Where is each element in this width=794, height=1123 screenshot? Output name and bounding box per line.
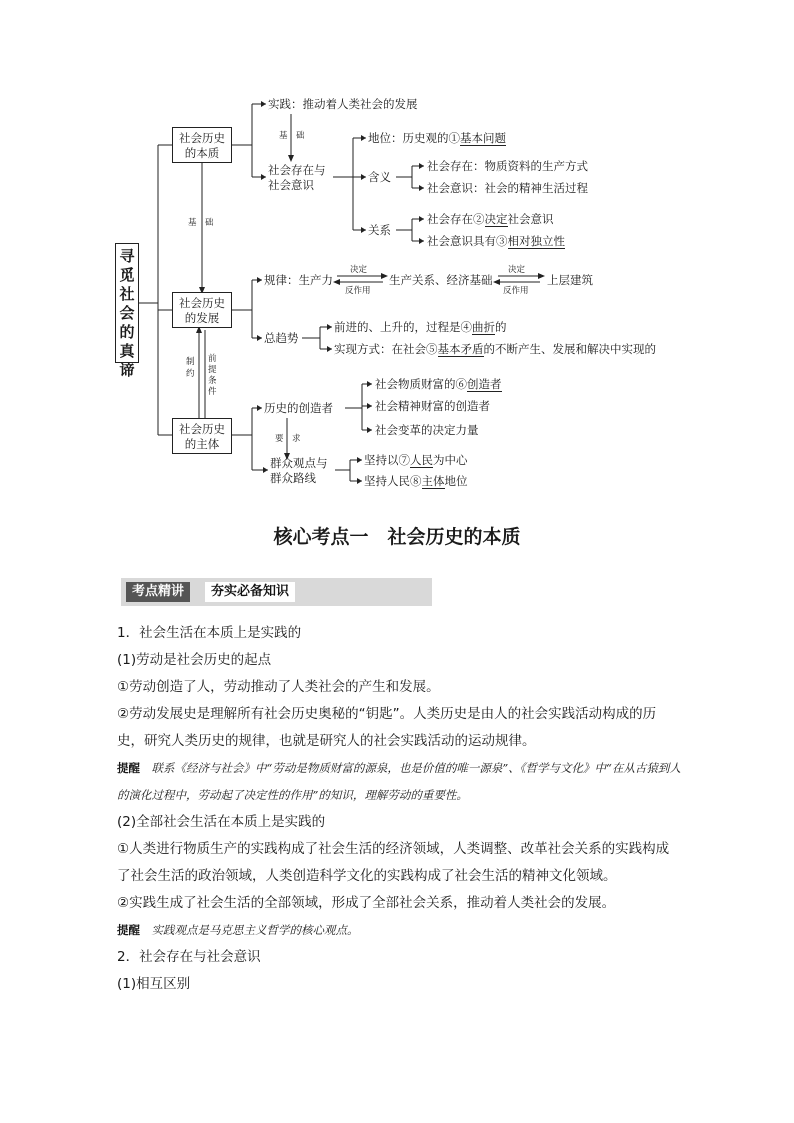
root-char: 寻	[119, 247, 135, 265]
edge-label-basis-1: 基 础	[279, 131, 305, 141]
node-meaning-1: 社会存在：物质资料的生产方式	[427, 159, 588, 173]
subheading-1-1: (1)劳动是社会历史的起点	[117, 652, 272, 668]
node-mass: 群众观点与群众路线	[270, 456, 328, 485]
node-law-mid: 生产关系、经济基础	[389, 273, 493, 287]
node-law: 规律：生产力	[264, 273, 333, 287]
node-essence: 社会历史的本质	[172, 127, 232, 163]
node-practice: 实践：推动着人类社会的发展	[268, 97, 418, 111]
node-trend: 总趋势	[264, 331, 299, 345]
root-char: 社	[119, 285, 135, 303]
node-creator-1: 社会物质财富的⑥创造者	[375, 377, 502, 391]
node-subject: 社会历史的主体	[172, 418, 232, 454]
node-mass-1: 坚持以⑦人民为中心	[364, 453, 468, 467]
banner-tag: 考点精讲	[126, 582, 190, 602]
tip-2-label: 提醒	[117, 923, 140, 937]
arrow-label-decide-2: 决定	[508, 265, 526, 275]
node-creator: 历史的创造者	[264, 401, 333, 415]
edge-label-require: 要 求	[275, 434, 301, 444]
root-char: 谛	[119, 361, 135, 379]
mindmap-root	[115, 243, 139, 379]
root-char: 真	[119, 342, 135, 360]
node-trend-2: 实现方式：在社会⑤基本矛盾的不断产生、发展和解决中实现的	[334, 342, 656, 356]
section-title: 核心考点一 社会历史的本质	[273, 526, 521, 548]
node-creator-2: 社会精神财富的创造者	[375, 399, 490, 413]
content-body	[117, 620, 682, 998]
edge-label-basis-2: 基 础	[188, 218, 214, 228]
node-relation-1: 社会存在②决定社会意识	[427, 212, 554, 226]
paragraph-4: ②实践生成了社会生活的全部领域，形成了全部社会关系，推动着人类社会的发展。	[117, 895, 616, 911]
paragraph-1: ①劳动创造了人，劳动推动了人类社会的产生和发展。	[117, 679, 440, 695]
heading-2: 2．社会存在与社会意识	[117, 949, 261, 965]
node-trend-1: 前进的、上升的，过程是④曲折的	[334, 320, 507, 334]
paragraph-3: ①人类进行物质生产的实践构成了社会生活的经济领域，人类调整、改革社会关系的实践构成了社会生活的政治领域，人类创造科学文化的实践构成了社会生活的精神文化领域。	[117, 841, 670, 884]
arrow-label-react-2: 反作用	[503, 286, 529, 296]
tip-1	[117, 755, 682, 809]
arrow-label-decide-1: 决定	[350, 265, 368, 275]
edge-label-premise: 前提条件	[208, 354, 217, 397]
edge-label-restrict: 制约	[186, 357, 195, 379]
tip-2	[117, 917, 682, 944]
node-existence: 社会存在与社会意识	[268, 163, 326, 192]
node-meaning: 含义	[368, 170, 391, 184]
root-char: 的	[119, 323, 135, 341]
node-status: 地位：历史观的①基本问题	[368, 131, 506, 145]
heading-1: 1．社会生活在本质上是实践的	[117, 625, 302, 641]
section-banner	[121, 578, 432, 606]
node-relation: 关系	[368, 223, 391, 237]
node-creator-3: 社会变革的决定力量	[375, 423, 479, 437]
root-char: 会	[119, 304, 135, 322]
tip-1-text: 联系《经济与社会》中“劳动是物质财富的源泉，也是价值的唯一源泉”、《哲学与文化》中“在从古猿到人的演化过程中，劳动起了决定性的作用”的知识，理解劳动的重要性。	[117, 761, 681, 802]
node-development: 社会历史的发展	[172, 292, 232, 328]
node-meaning-2: 社会意识：社会的精神生活过程	[427, 181, 588, 195]
node-mass-2: 坚持人民⑧主体地位	[364, 474, 468, 488]
tip-2-text: 实践观点是马克思主义哲学的核心观点。	[140, 923, 359, 937]
banner-subtitle: 夯实必备知识	[205, 582, 295, 602]
arrow-label-react-1: 反作用	[345, 286, 371, 296]
paragraph-2: ②劳动发展史是理解所有社会历史奥秘的“钥匙”。人类历史是由人的社会实践活动构成的历史，研究人类历史的规律，也就是研究人的社会实践活动的运动规律。	[117, 706, 657, 749]
subheading-2-1: (1)相互区别	[117, 976, 191, 992]
node-law-end: 上层建筑	[547, 273, 593, 287]
node-relation-2: 社会意识具有③相对独立性	[427, 234, 565, 248]
root-char: 觅	[119, 266, 135, 284]
tip-1-label: 提醒	[117, 761, 140, 775]
subheading-1-2: (2)全部社会生活在本质上是实践的	[117, 814, 326, 830]
